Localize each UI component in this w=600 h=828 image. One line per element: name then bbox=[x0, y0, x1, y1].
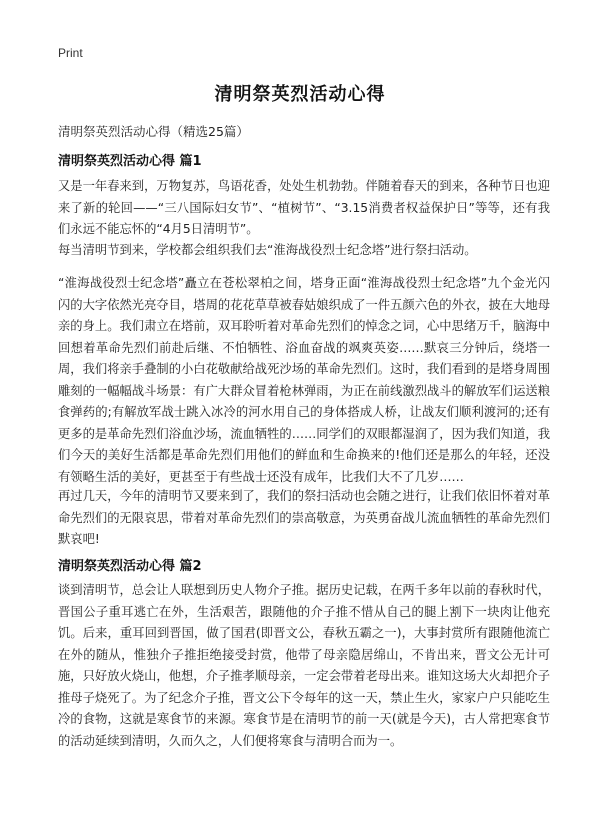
paragraph: 又是一年春来到，万物复苏，鸟语花香，处处生机勃勃。伴随着春天的到来，各种节日也迎来了新的轮回——“三八国际妇女节”、“植树节”、“3.15消费者权益保护日”等等，还有我们永远不能忘怀的“4月5日清明节”。 bbox=[58, 179, 550, 236]
paragraph: 谈到清明节，总会让人联想到历史人物介子推。据历史记载，在两千多年以前的春秋时代，晋国公子重耳逃亡在外，生活艰苦，跟随他的介子推不惜从自己的腿上割下一块肉让他充饥。后来，重耳回到晋国，做了国君(即晋文公，春秋五霸之一)，大事封赏所有跟随他流亡在外的随从，惟独介子推拒绝接受封赏，他带了母亲隐居绵山，不肯出来，晋文公无计可施，只好放火烧山，他想，介子推孝顺母亲，一定会带着老母出来。谁知这场大火却把介子推母子烧死了。为了纪念介子推，晋文公下令每年的这一天，禁止生火，家家户户只能吃生冷的食物，这就是寒食节的来源。寒食节是在清明节的前一天(就是今天)，古人常把寒食节的活动延续到清明，久而久之，人们便将寒食与清明合而为一。 bbox=[58, 583, 550, 748]
paragraph: “淮海战役烈士纪念塔”矗立在苍松翠柏之间，塔身正面“淮海战役烈士纪念塔”九个金光闪闪的大字依然光亮夺目，塔周的花花草草被春姑娘织成了一件五颜六色的外衣，披在大地母亲的身上。我们肃立在塔前，双耳聆听着对革命先烈们的悼念之词，心中思绪万千，脑海中回想着革命先烈们前赴后继、不怕牺牲、浴血奋战的飒爽英姿……默哀三分钟后，绕塔一周，我们将亲手叠制的小白花敬献给战死沙场的革命先烈们。这时，我们看到的是塔身周围雕刻的一幅幅战斗场景：有广大群众冒着枪林弹雨，为正在前线激烈战斗的解放军们运送粮食弹药的;有解放军战士跳入冰冷的河水用自己的身体搭成人桥，让战友们顺利渡河的;还有更多的是革命先烈们浴血沙场，流血牺牲的……同学们的双眼都湿润了，因为我们知道，我们今天的美好生活都是革命先烈们用他们的鲜血和生命换来的!他们还是那么的年轻，还没有领略生活的美好，更甚至于有些战士还没有成年，比我们大不了几岁…… bbox=[58, 276, 550, 484]
paragraph: 每当清明节到来，学校都会组织我们去“淮海战役烈士纪念塔”进行祭扫活动。 bbox=[58, 243, 477, 257]
paragraph: 再过几天，今年的清明节又要来到了，我们的祭扫活动也会随之进行，让我们依旧怀着对革命先烈们的无限哀思，带着对革命先烈们的崇高敬意，为英勇奋战儿流血牺牲的革命先烈们默哀吧! bbox=[58, 489, 550, 546]
document-subtitle: 清明祭英烈活动心得（精选25篇） bbox=[58, 124, 249, 139]
section-heading-2: 清明祭英烈活动心得 篇2 bbox=[58, 559, 202, 574]
document-title: 清明祭英烈活动心得 bbox=[214, 84, 386, 105]
print-label: Print bbox=[58, 46, 83, 60]
section-heading-1: 清明祭英烈活动心得 篇1 bbox=[58, 154, 202, 169]
